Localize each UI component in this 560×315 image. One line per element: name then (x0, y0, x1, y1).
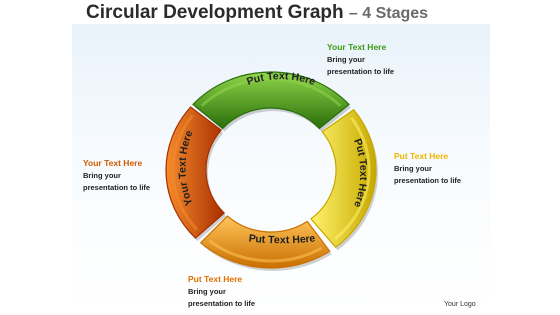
callout-line: presentation to life (394, 175, 462, 185)
callout-line: Bring your (188, 287, 226, 296)
callout-heading: Put Text Here (188, 274, 243, 284)
segment-label-right: Put Text Here (351, 137, 370, 209)
callout-left (83, 157, 150, 193)
callout-line: presentation to life (83, 182, 151, 192)
title-subtitle: – 4 Stages (348, 5, 429, 22)
callout-line: Bring your (327, 55, 365, 64)
callout-line: Bring your (83, 171, 121, 180)
logo-text: Your Logo (444, 301, 476, 308)
segment-label-left: Your Text Here (176, 128, 196, 208)
callout-heading: Your Text Here (327, 42, 387, 52)
callout-top-right (327, 41, 394, 77)
segment-label-top: Put Text Here (245, 70, 317, 89)
callout-line: Bring your (394, 164, 432, 173)
callout-heading: Put Text Here (394, 151, 449, 161)
callout-right (394, 150, 461, 186)
callout-line: presentation to life (327, 66, 395, 76)
callout-bottom (188, 273, 255, 309)
title-main: Circular Development Graph (86, 2, 344, 23)
segment-left (166, 107, 224, 238)
callout-line: presentation to life (188, 298, 256, 308)
callout-heading: Your Text Here (83, 158, 143, 168)
segment-label-bottom: Put Text Here (248, 232, 316, 247)
